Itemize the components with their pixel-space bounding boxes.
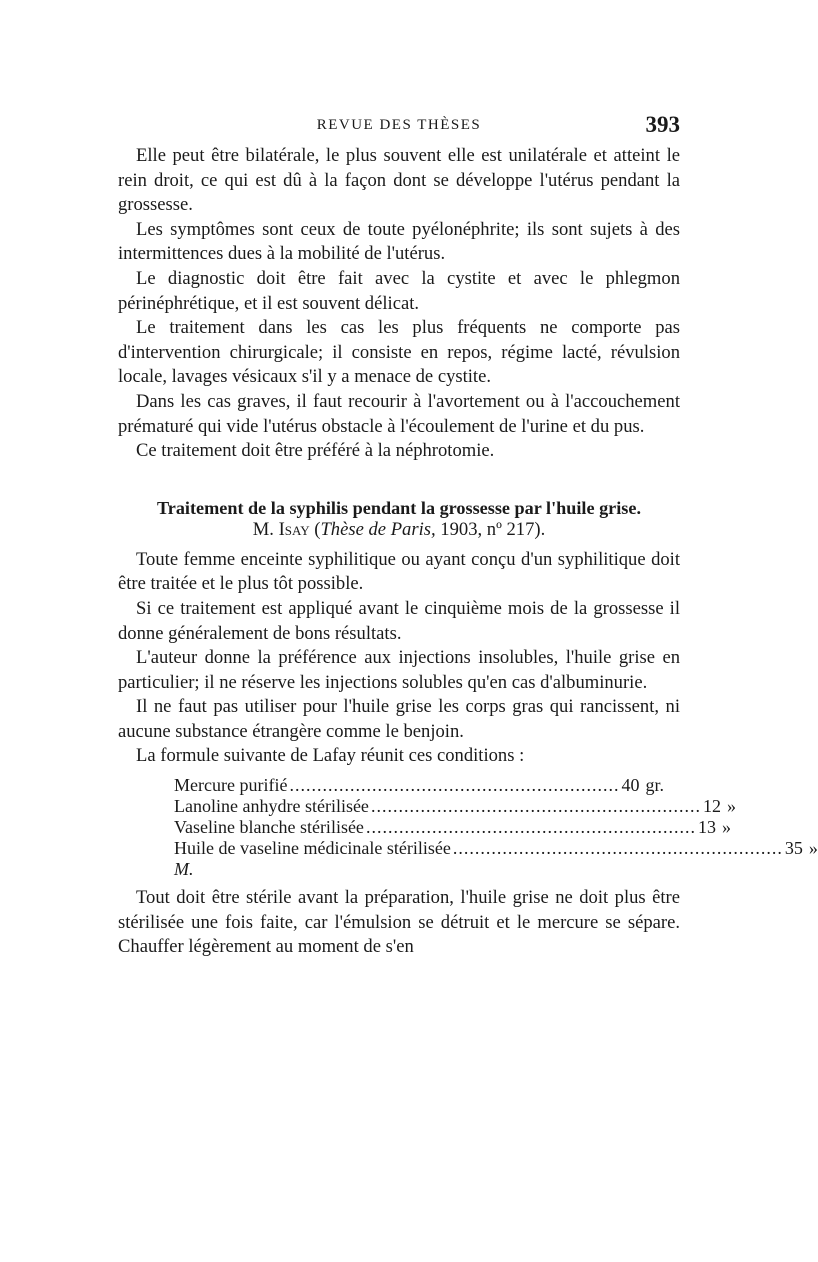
running-title: REVUE DES THÈSES — [316, 117, 482, 133]
section-syphilis-treatment — [118, 497, 818, 960]
ingredient-unit: gr. — [645, 775, 664, 796]
paragraph: Toute femme enceinte syphilitique ou ayant conçu d'un syphilitique doit être traitée et le plus tôt possible. — [118, 548, 680, 595]
section-spacer — [118, 464, 680, 498]
formula-mix-instruction: M. — [174, 859, 194, 880]
leader-dots: ............................................................ — [289, 775, 620, 796]
citation-open-paren: ( — [314, 518, 321, 540]
formula-row — [174, 796, 736, 817]
formula-row — [174, 775, 664, 796]
page-number: 393 — [645, 112, 680, 137]
ingredient-name: Huile de vaseline médicinale stérilisée — [174, 838, 451, 859]
ingredient-quantity: 35 — [784, 838, 803, 859]
citation-detail: 1903, nº 217). — [440, 518, 546, 540]
paragraph: Le traitement dans les cas les plus fréquents ne comporte pas d'intervention chirurgicale; il consiste en repos, régime lacté, révulsion locale, lavages vésicaux s'il y a menace de cystite. — [118, 317, 680, 388]
paragraph: Si ce traitement est appliqué avant le cinquième mois de la grossesse il donne généralement de bons résultats. — [118, 597, 680, 644]
citation-author-initial: M. — [252, 518, 274, 540]
ingredient-quantity: 40 — [621, 775, 640, 796]
page — [118, 112, 818, 960]
paragraph: Ce traitement doit être préféré à la néphrotomie. — [136, 440, 495, 462]
paragraph: L'auteur donne la préférence aux injections insolubles, l'huile grise en particulier; il ne réserve les injections solubles qu'en cas d'albuminurie. — [118, 647, 680, 693]
ingredient-unit: » — [808, 838, 818, 859]
ingredient-quantity: 13 — [697, 817, 716, 838]
leader-dots: ............................................................ — [365, 817, 696, 838]
paragraph: Il ne faut pas utiliser pour l'huile grise les corps gras qui rancissent, ni aucune substance étrangère comme le benjoin. — [118, 696, 680, 742]
ingredient-name: Mercure purifié — [174, 775, 288, 796]
formula-row — [174, 817, 731, 838]
paragraph: Elle peut être bilatérale, le plus souvent elle est unilatérale et atteint le rein droit, ce qui est dû à la façon dont se développe l'utérus pendant la grossesse. — [118, 145, 680, 216]
ingredient-unit: » — [726, 796, 736, 817]
leader-dots: ............................................................ — [370, 796, 701, 817]
ingredient-quantity: 12 — [702, 796, 721, 817]
ingredient-name: Lanoline anhydre stérilisée — [174, 796, 369, 817]
formula-row — [174, 838, 818, 859]
citation-author: Isay — [278, 518, 310, 540]
paragraph: La formule suivante de Lafay réunit ces conditions : — [136, 745, 525, 767]
paragraph: Dans les cas graves, il faut recourir à l'avortement ou à l'accouchement prématuré qui vide l'utérus obstacle à l'écoulement de l'urine et du pus. — [118, 390, 680, 437]
thesis-citation — [118, 519, 680, 540]
page-header — [118, 112, 680, 144]
section-pyelonephritis-text — [118, 144, 680, 464]
ingredient-name: Vaseline blanche stérilisée — [174, 817, 364, 838]
leader-dots: ............................................................ — [452, 838, 783, 859]
citation-work: Thèse de Paris, — [320, 518, 436, 540]
section-heading: Traitement de la syphilis pendant la grossesse par l'huile grise. — [156, 497, 642, 518]
ingredient-unit: » — [721, 817, 731, 838]
paragraph: Le diagnostic doit être fait avec la cystite et avec le phlegmon périnéphrétique, et il est souvent délicat. — [118, 267, 680, 314]
paragraph: Tout doit être stérile avant la préparation, l'huile grise ne doit plus être stérilisée une fois faite, car l'émulsion se détruit et le mercure se sépare. Chauffer légèrement au moment de s'en — [118, 887, 680, 958]
formula-table — [174, 775, 818, 880]
paragraph: Les symptômes sont ceux de toute pyélonéphrite; ils sont sujets à des intermittences dues à la mobilité de l'utérus. — [118, 218, 680, 265]
